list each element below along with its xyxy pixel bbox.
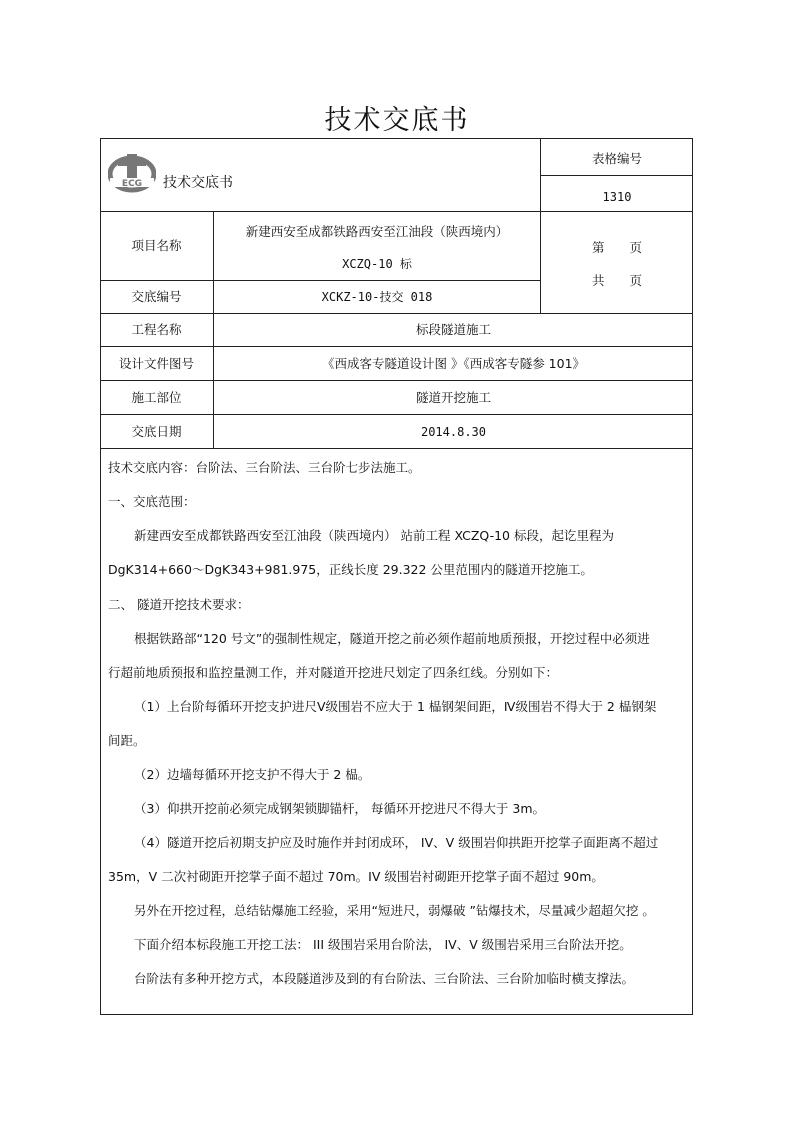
disclosure-no-label: 交底编号 <box>131 289 182 304</box>
divider <box>100 211 693 212</box>
design-doc-label: 设计文件图号 <box>118 356 194 371</box>
divider <box>100 346 693 347</box>
item2: （2）边墙每循环开挖支护不得大于 2 榀。 <box>134 767 371 782</box>
divider <box>100 414 693 415</box>
project-name-line2: XCZQ-10 标 <box>342 257 412 271</box>
railway-logo-icon <box>108 152 156 194</box>
divider <box>100 448 693 449</box>
paragraph2: 另外在开挖过程，总结钻爆施工经验，采用“短进尺，弱爆破 ”钻爆技术，尽量减少超超欠挖 。 <box>134 903 655 918</box>
divider <box>100 313 693 314</box>
document-title: 技术交底书 <box>324 105 470 136</box>
page-total-label: 共 页 <box>591 273 642 288</box>
engineering-name-label: 工程名称 <box>131 322 182 337</box>
content-intro: 技术交底内容：台阶法、三台阶法、三台阶七步法施工。 <box>108 460 421 475</box>
page-number-label: 第 页 <box>591 240 642 255</box>
divider <box>100 380 693 381</box>
section1-heading: 一、交底范围： <box>108 494 196 509</box>
section2-heading: 二、 隧道开挖技术要求： <box>108 597 250 612</box>
construction-part-label: 施工部位 <box>131 390 182 405</box>
construction-part-value: 隧道开挖施工 <box>415 390 491 405</box>
item1-line2: 间距。 <box>108 733 146 748</box>
form-number-value: 1310 <box>602 190 632 204</box>
divider <box>100 280 541 281</box>
svg-text:ECG: ECG <box>121 179 143 189</box>
section1-line1: 新建西安至成都铁路西安至江油段（陕西境内） 站前工程 XCZQ-10 标段，起讫里程为 <box>134 528 614 543</box>
item4-line2: 35m，V 二次衬砌距开挖掌子面不超过 70m。IV 级围岩衬砌距开挖掌子面不超过 90m。 <box>108 869 604 884</box>
design-doc-value: 《西成客专隧道设计图 》《西成客专隧参 101》 <box>321 356 586 371</box>
section1-line2: DgK314+660～DgK343+981.975，正线长度 29.322 公里范围内的隧道开挖施工。 <box>108 562 593 577</box>
paragraph3: 下面介绍本标段施工开挖工法： III 级围岩采用台阶法， IV、V 级围岩采用三台阶法开挖。 <box>134 937 632 952</box>
divider <box>540 175 693 176</box>
item1-line1: （1）上台阶每循环开挖支护进尺Ⅴ级围岩不应大于 1 榀钢架间距，Ⅳ级围岩不得大于 2 榀钢架 <box>134 699 657 714</box>
item4-line1: （4）隧道开挖后初期支护应及时施作并封闭成环， IV、V 级围岩仰拱距开挖掌子面距离不超过 <box>134 835 659 850</box>
paragraph1-line1: 根据铁路部“120 号文”的强制性规定，隧道开挖之前必须作超前地质预报，开挖过程中必须进 <box>134 631 650 646</box>
engineering-name-value: 标段隧道施工 <box>415 322 491 337</box>
project-name-line1: 新建西安至成都铁路西安至江油段（陕西境内） <box>245 224 509 239</box>
project-name-label: 项目名称 <box>131 238 182 253</box>
item3: （3）仰拱开挖前必须完成钢架锁脚锚杆， 每循环开挖进尺不得大于 3m。 <box>134 801 546 816</box>
paragraph4: 台阶法有多种开挖方式，本段隧道涉及到的有台阶法、三台阶法、三台阶加临时横支撑法。 <box>134 971 635 986</box>
disclosure-date-value: 2014.8.30 <box>420 425 487 439</box>
disclosure-no-value: XCKZ-10-技交 018 <box>321 290 433 304</box>
form-title: 技术交底书 <box>163 175 233 191</box>
disclosure-date-label: 交底日期 <box>131 424 182 439</box>
form-number-label: 表格编号 <box>591 151 642 166</box>
paragraph1-line2: 行超前地质预报和监控量测工作，并对隧道开挖进尺划定了四条红线。分别如下： <box>108 665 559 680</box>
